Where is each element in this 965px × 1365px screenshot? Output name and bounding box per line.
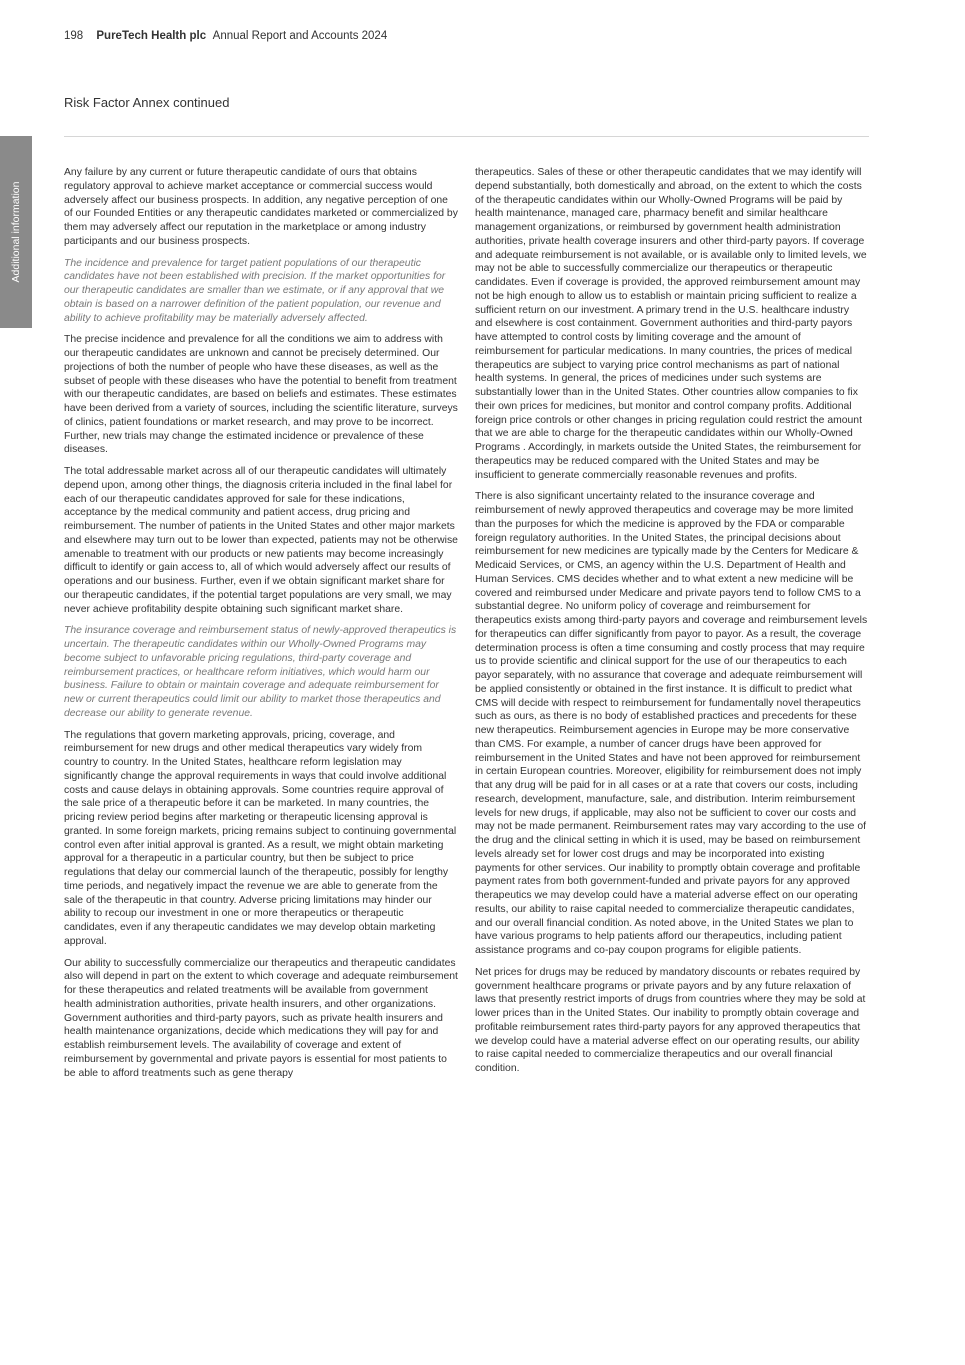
side-tab — [0, 136, 32, 328]
paragraph: Our ability to successfully commercialize our therapeutics and therapeutic candidates also will depend in part on the extent to which coverage and adequate reimbursement for these therapeutics and related treatments will be available from government health administration authorities, private health insurers, and other organizations. Government authorities and third-party payors, such as private health insurers and health maintenance organizations, decide which medications they will pay for and establish reimbursement levels. The availability of coverage and extent of reimbursement by governmental and private payors is essential for most patients to be able to afford treatments such as gene therapy — [64, 957, 458, 1079]
paragraph: The total addressable market across all of our therapeutic candidates will ultimately depend upon, among other things, the diagnosis criteria included in the final label for each of our therapeutic candidates approved for sale for these indications, acceptance by the medical community and patient access, drug pricing and reimbursement. The number of patients in the United States and other major markets and elsewhere may turn out to be lower than expected, patients may not be otherwise amenable to treatment with our products or new patients may become increasingly difficult to identify or gain access to, all of which would adversely affect our results of operations and our business. Further, even if we obtain significant market share for our therapeutic candidates, if the potential target populations are very small, we may never achieve profitability despite obtaining such significant market share. — [64, 466, 458, 615]
right-column — [475, 166, 869, 1084]
left-column — [64, 166, 458, 1088]
page-header — [64, 30, 387, 42]
page-number: 198 — [64, 30, 84, 42]
paragraph: The regulations that govern marketing approvals, pricing, coverage, and reimbursement for new drugs and other medical therapeutics vary widely from country to country. In the United States, healthcare reform legislation may significantly change the approval requirements in ways that could involve additional costs and cause delays in obtaining approvals. Some countries require approval of the sale price of a therapeutic before it can be marketed. In many countries, the pricing review period begins after marketing or therapeutic licensing approval is granted. In some foreign markets, pricing remains subject to continuing governmental control even after initial approval is granted. As a result, we might obtain marketing approval for a therapeutic in a particular country, but then be subject to price regulations that delay our commercial launch of the therapeutic, possibly for lengthy time periods, and negatively impact the revenue we are able to generate from the sale of the therapeutic in that country. Adverse pricing limitations may hinder our ability to recoup our investment in one or more therapeutics or therapeutic candidates, even if any therapeutic candidates we may develop obtain marketing approval. — [64, 729, 457, 947]
paragraph: therapeutics. Sales of these or other therapeutic candidates that we may identify will depend substantially, both domestically and abroad, on the extent to which the costs of the therapeutic candidates within our Wholly-Owned Programs will be paid by health maintenance, managed care, pharmacy benefit and similar healthcare management organizations, or reimbursed by government health administration authorities, private health coverage insurers and other third-party payors. If coverage and adequate reimbursement is not available, or is available only to limited levels, we may not be able to successfully commercialize our therapeutics or therapeutic candidates. Even if coverage is provided, the approved reimbursement amount may not be high enough to allow us to establish or maintain pricing sufficient to realize a sufficient return on our investment. A primary trend in the U.S. healthcare industry and elsewhere is cost containment. Government authorities and third-party payors have attempted to control costs by limiting coverage and the amount of reimbursement for particular medications. In many countries, the prices of medical therapeutics are subject to varying price control mechanisms as part of national health systems. In general, the prices of medicines under such systems are substantially lower than in the United States. Other countries allow companies to fix their own prices for medicines, but monitor and control company profits. Additional foreign price controls or other changes in pricing regulation could restrict the amount that we are able to charge for the therapeutic candidates within our Wholly-Owned Programs . Accordingly, in markets outside the United States, the reimbursement for therapeutics may be reduced compared with the United States and may be insufficient to generate commercially reasonable revenues and profits. — [475, 167, 867, 481]
risk-heading: The insurance coverage and reimbursement status of newly-approved therapeutics is uncertain. The therapeutic candidates within our Wholly-Owned Programs may become subject to unfavorable pricing regulations, third-party coverage and reimbursement practices, or healthcare reform initiatives, which would harm our business. Failure to obtain or maintain coverage and adequate reimbursement for new or current therapeutics could limit our ability to market those therapeutics and decrease our ability to generate revenue. — [64, 625, 457, 719]
section-title: Risk Factor Annex continued — [64, 95, 230, 110]
header-divider — [64, 136, 869, 137]
paragraph: The precise incidence and prevalence for all the conditions we aim to address with our therapeutic candidates are unknown and cannot be precisely determined. Our projections of both the number of people who have these diseases, as well as the subset of people with these diseases who have the potential to benefit from treatment with our therapeutic candidates, are based on beliefs and estimates. These estimates have been derived from a variety of sources, including the scientific literature, surveys of clinics, patient foundations or market research, and may prove to be incorrect. Further, new trials may change the estimated incidence or prevalence of these diseases. — [64, 334, 458, 456]
side-tab-label: Additional information — [10, 181, 22, 283]
paragraph: There is also significant uncertainty related to the insurance coverage and reimbursement of newly approved therapeutics and coverage may be more limited than the purposes for which the medicine is approved by the FDA or comparable foreign regulatory authorities. In the United States, the principal decisions about reimbursement for new medicines are typically made by the Centers for Medicare & Medicaid Services, or CMS, an agency within the U.S. Department of Health and Human Services. CMS decides whether and to what extent a new medicine will be covered and reimbursed under Medicare and private payors tend to follow CMS to a substantial degree. No uniform policy of coverage and reimbursement for therapeutics exists among third-party payors and coverage and reimbursement levels for therapeutics can differ significantly from payor to payor. As a result, the coverage determination process is often a time consuming and costly process that may require us to provide scientific and clinical support for the use of our therapeutics to each payor separately, with no assurance that coverage and adequate reimbursement will be applied consistently or obtained in the first instance. It is difficult to predict what CMS will decide with respect to reimbursement for fundamentally novel therapeutics such as ours, as there is no body of established practices and precedents for these new therapeutics. Reimbursement agencies in Europe may be more conservative than CMS. For example, a number of cancer drugs have been approved for reimbursement in the United States and have not been approved for reimbursement in certain European countries. Moreover, eligibility for reimbursement does not imply that any drug will be paid for in all cases or at a rate that covers our costs, including research, development, manufacture, sale, and distribution. Interim reimbursement levels for new drugs, if applicable, may also not be sufficient to cover our costs and may not be made permanent. Reimbursement rates may vary according to the use of the drug and the clinical setting in which it is used, may be based on reimbursement levels already set for lower cost drugs and may be incorporated into existing payments for other services. Our inability to promptly obtain coverage and profitable payment rates from both government-funded and private payors for any approved therapeutics we may develop could have a material adverse effect on our operating results, our ability to raise capital needed to commercialize therapeutic candidates, and our overall financial condition. As noted above, in the United States we plan to have various programs to help patients afford our therapeutics, including patient assistance programs and co-pay coupon programs for eligible patients. — [475, 491, 868, 956]
paragraph: Net prices for drugs may be reduced by mandatory discounts or rebates required by government healthcare programs or private payors and by any future relaxation of laws that presently restrict imports of drugs from countries where they may be sold at lower prices than in the United States. Our inability to promptly obtain coverage and profitable reimbursement rates third-party payors for any approved therapeutics that we develop could have a material adverse effect on our operating results, our ability to raise capital needed to commercialize therapeutics and our overall financial condition. — [475, 966, 866, 1074]
company-name: PureTech Health plc — [96, 30, 207, 42]
report-title: Annual Report and Accounts 2024 — [212, 30, 388, 42]
paragraph: Any failure by any current or future therapeutic candidate of ours that obtains regulatory approval to achieve market acceptance or commercial success would adversely affect our business prospects. In addition, any negative perception of one of our Founded Entities or any therapeutic candidates marketed or commercialized by them may adversely affect our reputation in the marketplace or among industry participants and our business prospects. — [64, 167, 458, 247]
risk-heading: The incidence and prevalence for target patient populations of our therapeutic candidates have not been established with precision. If the market opportunities for our therapeutic candidates are smaller than we estimate, or if any approval that we obtain is based on a narrower definition of the patient population, our revenue and ability to achieve profitability may be materially adversely affected. — [64, 257, 446, 324]
